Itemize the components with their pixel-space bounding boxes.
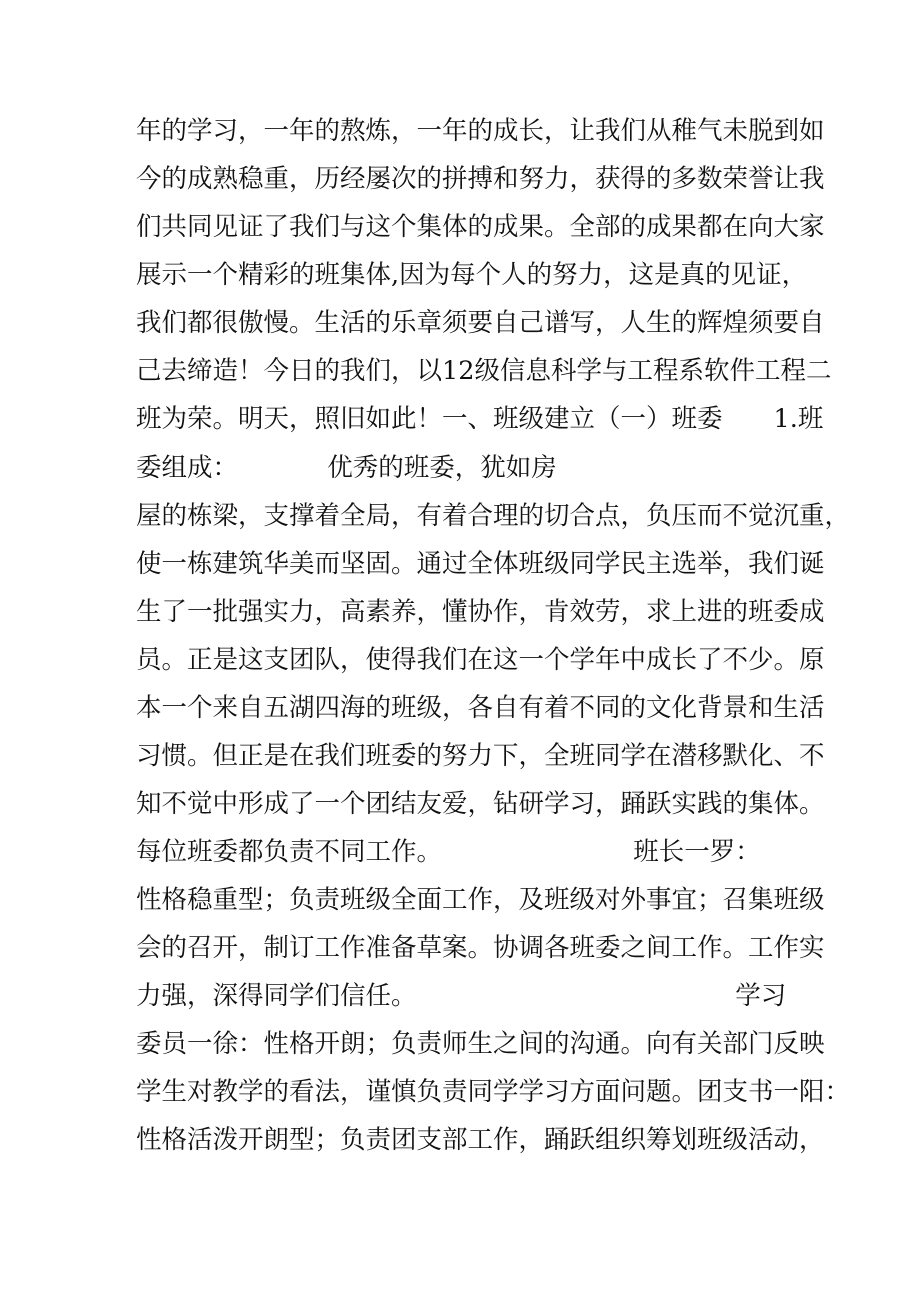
text-line-17: 性格稳重型；负责班级全面工作，及班级对外事宜；召集班级 [136,885,825,915]
text-line-18: 会的召开，制订工作准备草案。协调各班委之间工作。工作实 [136,933,825,963]
text-line-3: 们共同见证了我们与这个集体的成果。全部的成果都在向大家 [136,212,825,242]
text-line-5: 我们都很傲慢。生活的乐章须要自己谱写，人生的辉煌须要自 [136,308,825,338]
text-line-6: 己去缔造！今日的我们，以12级信息科学与工程系软件工程二 [136,356,832,386]
text-line-13: 本一个来自五湖四海的班级，各自有着不同的文化背景和生活 [136,693,825,723]
text-line-10: 使一栋建筑华美而坚固。通过全体班级同学民主选举，我们诞 [136,549,825,579]
text-line-14: 习惯。但正是在我们班委的努力下，全班同学在潜移默化、不 [136,741,825,771]
text-line-11: 生了一批强实力，高素养，懂协作，肯效劳，求上进的班委成 [136,597,825,627]
text-line-8: 委组成： 优秀的班委，犹如房 [136,453,557,483]
text-line-9: 屋的栋梁，支撑着全局，有着合理的切合点，负压而不觉沉重， [136,501,851,531]
text-line-19: 力强，深得同学们信任。 学习 [136,981,787,1011]
text-line-4: 展示一个精彩的班集体,因为每个人的努力，这是真的见证， [136,260,808,290]
text-line-12: 员。正是这支团队，使得我们在这一个学年中成长了不少。原 [136,645,825,675]
text-line-7: 班为荣。明天，照旧如此！一、班级建立（一）班委 1.班 [136,404,824,434]
text-line-20: 委员一徐：性格开朗；负责师生之间的沟通。向有关部门反映 [136,1029,825,1059]
text-line-2: 今的成熟稳重，历经屡次的拼搏和努力，获得的多数荣誉让我 [136,164,825,194]
text-line-16: 每位班委都负责不同工作。 班长一罗： [136,837,761,867]
text-line-22: 性格活泼开朗型；负责团支部工作，踊跃组织筹划班级活动， [136,1125,825,1155]
text-line-21: 学生对教学的看法，谨慎负责同学学习方面问题。团支书一阳： [136,1077,851,1107]
text-line-15: 知不觉中形成了一个团结友爱，钻研学习，踊跃实践的集体。 [136,789,825,819]
text-line-1: 年的学习，一年的熬炼，一年的成长，让我们从稚气未脱到如 [136,116,825,146]
